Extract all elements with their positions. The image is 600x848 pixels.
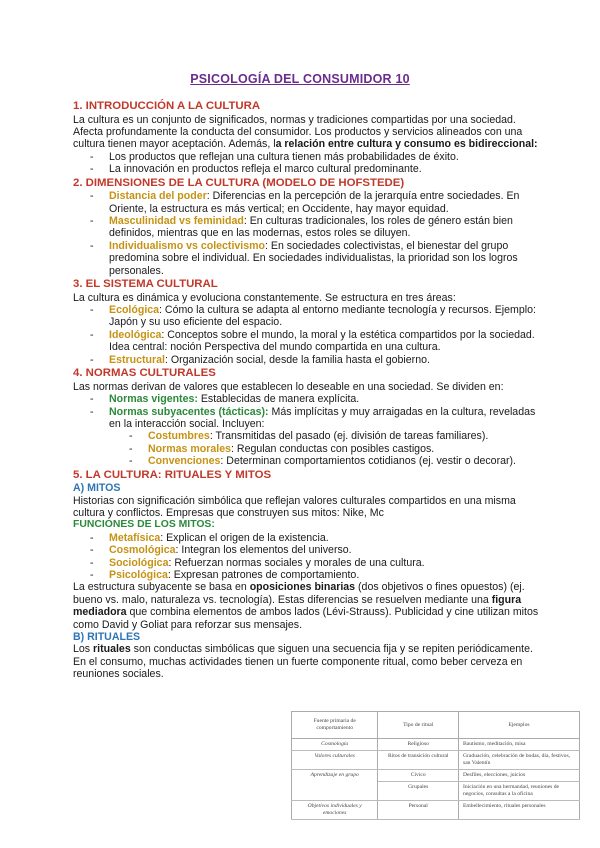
definition: : Determinan comportamientos cotidianos (ej. vestir o decorar). bbox=[220, 455, 516, 468]
term: Masculinidad vs feminidad bbox=[109, 215, 244, 228]
table-row bbox=[292, 801, 580, 820]
list-item bbox=[73, 240, 543, 277]
term: Normas vigentes: bbox=[109, 393, 198, 406]
section-2-heading: 2. DIMENSIONES DE LA CULTURA (MODELO DE HOFSTEDE) bbox=[73, 176, 405, 189]
s1-bold: a relación entre cultura y consumo es bidireccional: bbox=[275, 138, 538, 151]
definition: : Refuerzan normas sociales y morales de una cultura. bbox=[168, 556, 425, 569]
list-item bbox=[73, 557, 543, 569]
term: Sociológica bbox=[109, 556, 169, 569]
table-cell bbox=[292, 782, 378, 801]
rituales-heading: B) RITUALES bbox=[73, 631, 141, 643]
column-header: Ejemplos bbox=[459, 712, 580, 739]
section-1-list bbox=[73, 151, 543, 176]
definition: : En sociedades colectivistas, el bienestar del grupo predomina sobre el individual. En sociedades individualistas, la prioridad son los logros personales. bbox=[109, 239, 518, 277]
definition: : Expresan patrones de comportamiento. bbox=[167, 568, 360, 581]
table-cell: Embellecimiento, rituales personales bbox=[459, 801, 580, 820]
list-item bbox=[73, 532, 543, 544]
bold-run: figura mediadora bbox=[73, 593, 522, 619]
section-3-heading: 3. EL SISTEMA CULTURAL bbox=[73, 278, 218, 291]
document-body bbox=[73, 99, 543, 681]
text-run: La estructura subyacente se basa en bbox=[73, 581, 250, 594]
table-cell: Cívico bbox=[378, 770, 459, 782]
text-run: (dos objetivos o fines opuestos) (ej. bueno vs. malo, naturaleza vs. tecnología). Estas diferencias se resuelven mediante una bbox=[73, 581, 525, 606]
definition: : Transmitidas del pasado (ej. división de tareas familiares). bbox=[209, 430, 489, 443]
list-item bbox=[73, 393, 543, 405]
table-row bbox=[292, 770, 580, 782]
funciones-list bbox=[73, 532, 543, 582]
s1-text: La cultura es un conjunto de significados, normas y tradiciones compartidas por una sociedad. Afecta profundamente la conducta del consumidor. Los productos y servicios alineados con una cultura tienen mayor aceptación. Además, l bbox=[73, 113, 523, 151]
definition: : Explican el origen de la existencia. bbox=[160, 531, 329, 544]
definition: : Integran los elementos del universo. bbox=[175, 544, 352, 557]
term: Estructural bbox=[109, 353, 165, 366]
table-cell: Desfiles, elecciones, juicios bbox=[459, 770, 580, 782]
mitos-paragraph: Historias con significación simbólica que reflejan valores culturales compartidos en una misma cultura y conflictos. Empresas que construyen sus mitos: Nike, Mc bbox=[73, 494, 516, 519]
definition: Más implícitas y muy arraigadas en la cultura, reveladas en la interacción social. Incluyen: bbox=[109, 405, 536, 430]
definition: : Cómo la cultura se adapta al entorno mediante tecnología y recursos. Ejemplo: Japón y su uso eficiente del espacio. bbox=[109, 304, 536, 329]
definition: Establecidas de manera explícita. bbox=[197, 393, 360, 406]
section-5-heading: 5. LA CULTURA: RITUALES Y MITOS bbox=[73, 468, 272, 481]
list-item bbox=[73, 354, 543, 366]
rituales-paragraph bbox=[73, 643, 543, 680]
list-item bbox=[73, 443, 543, 455]
text-run: Los bbox=[73, 643, 94, 656]
table-cell: Bautismo, meditación, misa bbox=[459, 739, 580, 751]
column-header: Tipo de ritual bbox=[378, 712, 459, 739]
table-cell: Grupales bbox=[378, 782, 459, 801]
section-2-list bbox=[73, 190, 543, 277]
term: Individualismo vs colectivismo bbox=[109, 239, 266, 252]
list-item bbox=[73, 190, 543, 215]
section-4-sublist bbox=[73, 430, 543, 467]
definition: : Organización social, desde la familia hasta el gobierno. bbox=[164, 353, 430, 366]
table-cell: Aprendizaje en grupo bbox=[292, 770, 378, 782]
list-item bbox=[73, 430, 543, 442]
section-1-paragraph bbox=[73, 114, 543, 151]
list-item bbox=[73, 215, 543, 240]
term: Convenciones bbox=[148, 455, 221, 468]
term: Metafísica bbox=[109, 531, 161, 544]
rituals-table bbox=[291, 711, 580, 820]
definition: : Conceptos sobre el mundo, la moral y la estética compartidos por la sociedad. Idea central: noción Perspectiva del mundo compartida en una cultura. bbox=[109, 328, 535, 354]
list-item: - Los productos que reflejan una cultura tienen más probabilidades de éxito. bbox=[73, 151, 543, 163]
estructura-paragraph bbox=[73, 581, 543, 631]
table-cell: Iniciación en una hermandad, reuniones de negocios, consultas a la oficina bbox=[459, 782, 580, 801]
section-4-list bbox=[73, 393, 543, 430]
table-cell: Cosmología bbox=[292, 739, 378, 751]
list-item bbox=[73, 406, 543, 431]
bold-run: oposiciones binarias bbox=[249, 581, 356, 594]
table-row bbox=[292, 782, 580, 801]
term: Cosmológica bbox=[109, 544, 176, 557]
rituals-table-image bbox=[291, 711, 580, 841]
column-header: Fuente primaria de comportamiento bbox=[292, 712, 378, 739]
list-item bbox=[73, 455, 543, 467]
definition: : En culturas tradicionales, los roles de género están bien definidos, mientras que en las modernas, estos roles se diluyen. bbox=[109, 215, 513, 240]
section-1-heading: 1. INTRODUCCIÓN A LA CULTURA bbox=[73, 100, 261, 112]
section-3-list bbox=[73, 304, 543, 366]
bold-run: rituales bbox=[93, 643, 131, 656]
term: Normas morales bbox=[148, 442, 232, 455]
text-run: son conductas simbólicas que siguen una secuencia fija y se repiten periódicamente. En el consumo, muchas actividades tienen un fuerte componente ritual, como beber cerveza en reuniones sociales. bbox=[73, 643, 533, 681]
term: Ecológica bbox=[109, 304, 160, 317]
list-item bbox=[73, 329, 543, 354]
list-item bbox=[73, 304, 543, 329]
table-cell: Religioso bbox=[378, 739, 459, 751]
section-4-heading: 4. NORMAS CULTURALES bbox=[73, 367, 216, 380]
list-item: - La innovación en productos refleja el marco cultural predominante. bbox=[73, 163, 543, 175]
term: Normas subyacentes (tácticas): bbox=[109, 405, 269, 418]
mitos-heading: A) MITOS bbox=[73, 482, 121, 495]
table-row bbox=[292, 751, 580, 770]
term: Costumbres bbox=[148, 430, 210, 443]
list-item bbox=[73, 569, 543, 581]
term: Ideológica bbox=[109, 328, 162, 341]
document-title: PSICOLOGÍA DEL CONSUMIDOR 10 bbox=[190, 72, 410, 86]
table-cell: Ritos de transición cultural bbox=[378, 751, 459, 770]
table-cell: Personal bbox=[378, 801, 459, 820]
list-item bbox=[73, 544, 543, 556]
table-row bbox=[292, 739, 580, 751]
term: Distancia del poder bbox=[109, 190, 207, 203]
definition: : Diferencias en la percepción de la jerarquía entre sociedades. En Oriente, la estructura es más vertical; en Occidente, hay mayor equidad. bbox=[109, 190, 520, 215]
table-cell: Valores culturales bbox=[292, 751, 378, 770]
section-3-intro: La cultura es dinámica y evoluciona constantemente. Se estructura en tres áreas: bbox=[73, 291, 456, 304]
table-cell: Objetivos individuales y emociones bbox=[292, 801, 378, 820]
text-run: que combina elementos de ambos lados (Lévi-Strauss). Publicidad y cine utilizan mitos como David y Goliat para reforzar sus mensajes. bbox=[73, 606, 539, 631]
table-cell: Graduación, celebración de bodas, día, festivos, san Valentín bbox=[459, 751, 580, 770]
table-header-row bbox=[292, 712, 580, 739]
term: Psicológica bbox=[109, 568, 168, 581]
definition: : Regulan conductas con posibles castigos. bbox=[231, 442, 435, 455]
section-4-intro: Las normas derivan de valores que establecen lo deseable en una sociedad. Se dividen en: bbox=[73, 380, 504, 393]
funciones-heading: FUNCIONES DE LOS MITOS: bbox=[73, 519, 215, 531]
